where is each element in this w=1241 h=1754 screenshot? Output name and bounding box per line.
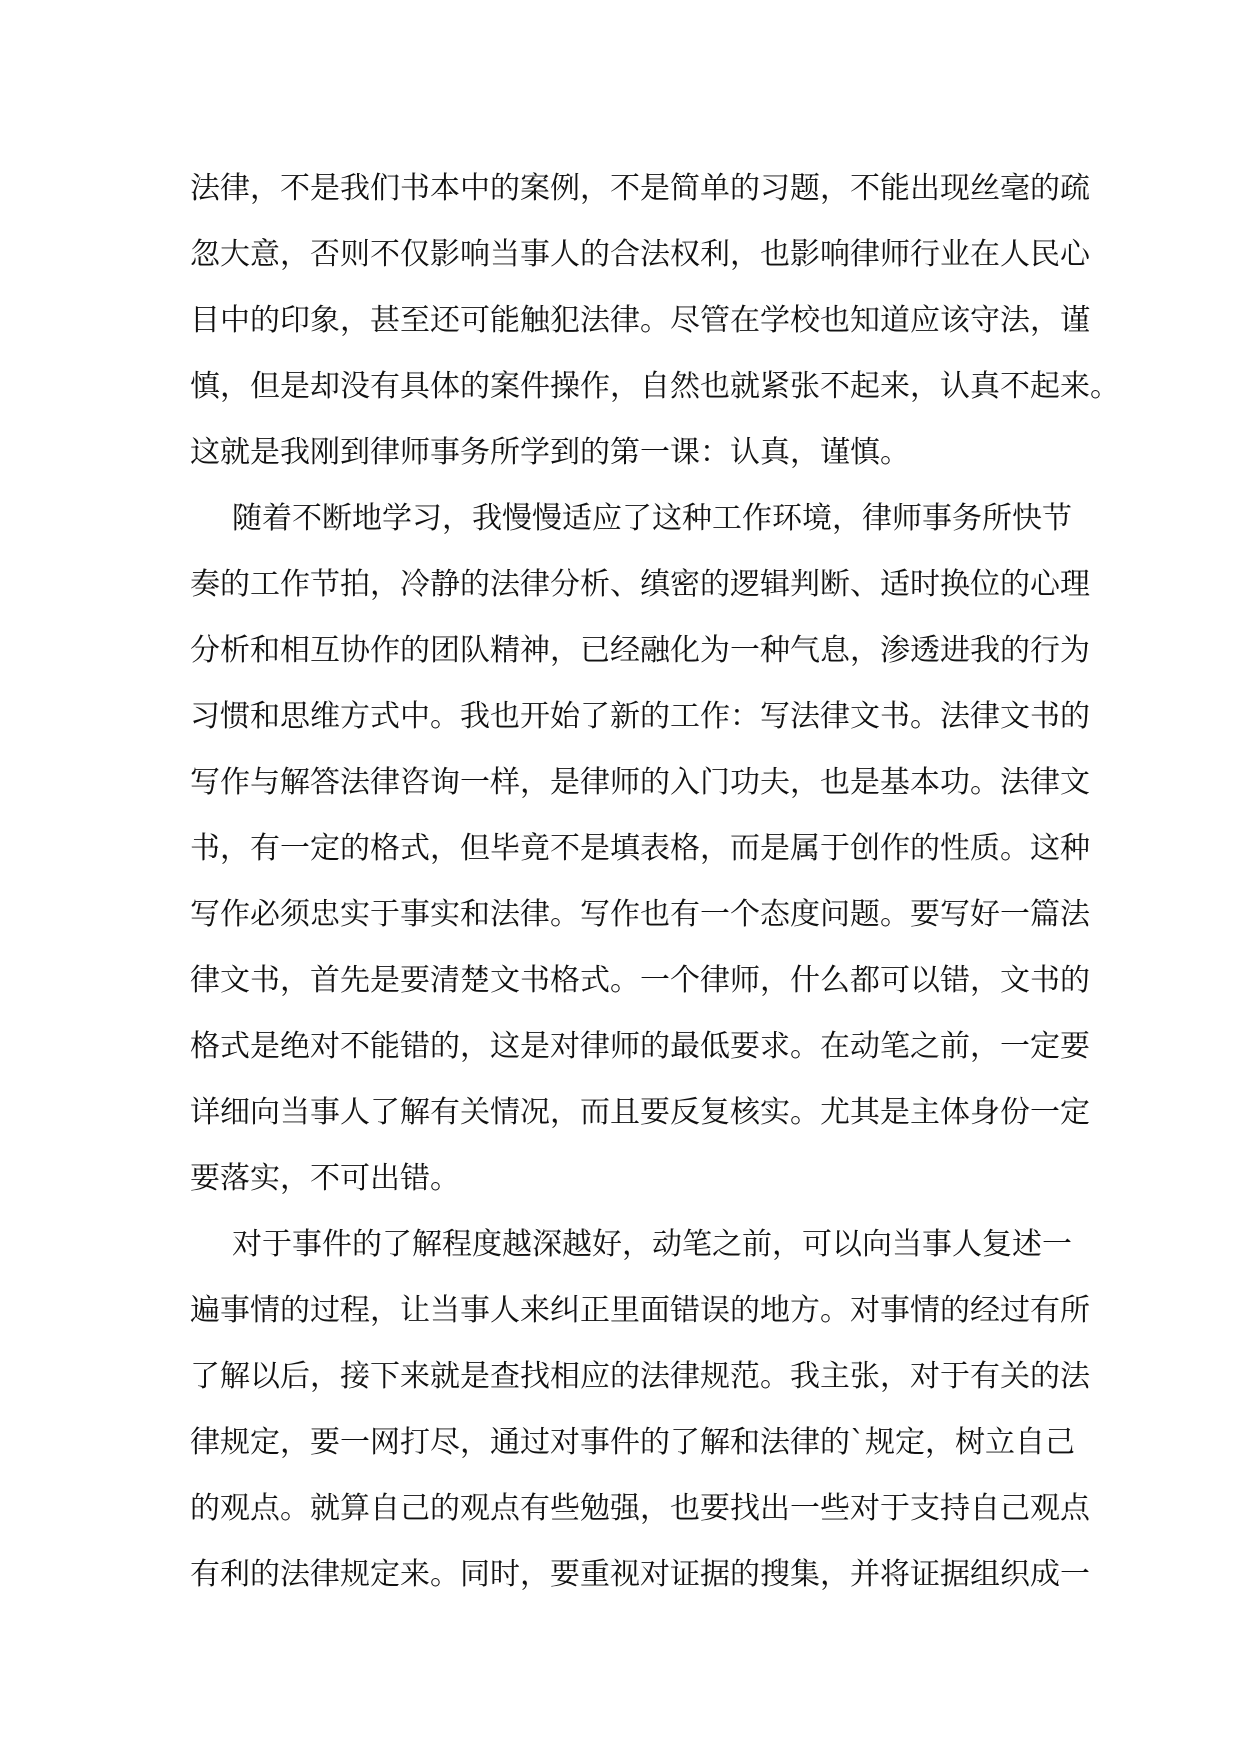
text-line: 律文书，首先是要清楚文书格式。一个律师，什么都可以错，文书的 — [190, 963, 1090, 998]
text-line: 慎，但是却没有具体的案件操作，自然也就紧张不起来，认真不起来。 — [190, 369, 1120, 404]
document-body — [190, 156, 1120, 1608]
text-line: 这就是我刚到律师事务所学到的第一课：认真，谨慎。 — [190, 435, 910, 470]
text-line: 对于事件的了解程度越深越好，动笔之前，可以向当事人复述一 — [232, 1227, 1072, 1262]
text-line: 有利的法律规定来。同时，要重视对证据的搜集，并将证据组织成一 — [190, 1557, 1090, 1592]
text-line: 忽大意，否则不仅影响当事人的合法权利，也影响律师行业在人民心 — [190, 237, 1090, 272]
text-line: 写作与解答法律咨询一样，是律师的入门功夫，也是基本功。法律文 — [190, 765, 1090, 800]
text-line: 随着不断地学习，我慢慢适应了这种工作环境，律师事务所快节 — [232, 501, 1072, 536]
text-line: 要落实，不可出错。 — [190, 1161, 460, 1196]
text-line: 的观点。就算自己的观点有些勉强，也要找出一些对于支持自己观点 — [190, 1491, 1090, 1526]
text-line: 详细向当事人了解有关情况，而且要反复核实。尤其是主体身份一定 — [190, 1095, 1090, 1130]
text-line: 律规定，要一网打尽，通过对事件的了解和法律的`规定，树立自己 — [190, 1425, 1075, 1460]
text-line: 法律，不是我们书本中的案例，不是简单的习题，不能出现丝毫的疏 — [190, 171, 1090, 206]
text-line: 了解以后，接下来就是查找相应的法律规范。我主张，对于有关的法 — [190, 1359, 1090, 1394]
text-line: 目中的印象，甚至还可能触犯法律。尽管在学校也知道应该守法，谨 — [190, 303, 1090, 338]
text-line: 遍事情的过程，让当事人来纠正里面错误的地方。对事情的经过有所 — [190, 1293, 1090, 1328]
text-line: 奏的工作节拍，冷静的法律分析、缜密的逻辑判断、适时换位的心理 — [190, 567, 1090, 602]
text-line: 分析和相互协作的团队精神，已经融化为一种气息，渗透进我的行为 — [190, 633, 1090, 668]
text-line: 习惯和思维方式中。我也开始了新的工作：写法律文书。法律文书的 — [190, 699, 1090, 734]
text-line: 写作必须忠实于事实和法律。写作也有一个态度问题。要写好一篇法 — [190, 897, 1090, 932]
text-line: 书，有一定的格式，但毕竟不是填表格，而是属于创作的性质。这种 — [190, 831, 1090, 866]
text-line: 格式是绝对不能错的，这是对律师的最低要求。在动笔之前，一定要 — [190, 1029, 1090, 1064]
